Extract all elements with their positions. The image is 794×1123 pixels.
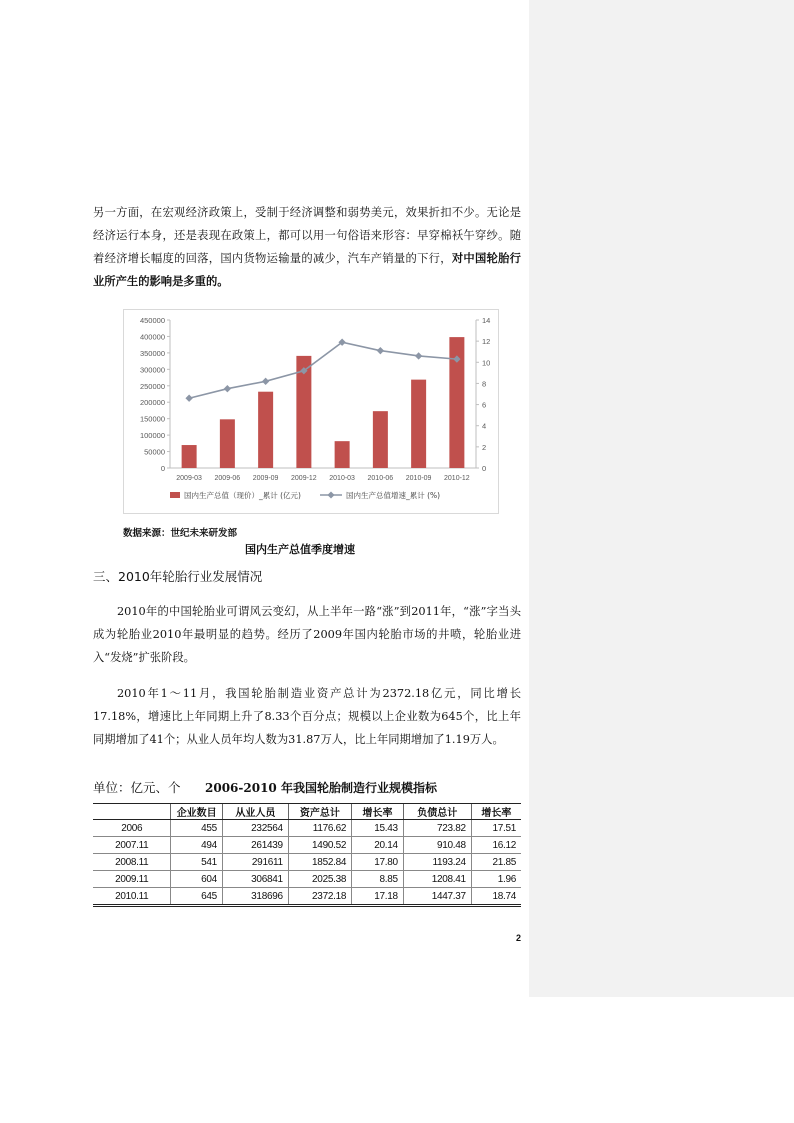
table-cell: 1176.62 bbox=[288, 820, 351, 837]
table-row bbox=[93, 820, 521, 837]
left-tick-label: 50000 bbox=[144, 447, 165, 457]
table-header-cell bbox=[93, 804, 171, 820]
x-tick-label: 2010-03 bbox=[329, 475, 355, 482]
page-number: 2 bbox=[516, 933, 522, 943]
x-tick-label: 2009-12 bbox=[291, 475, 317, 482]
table-cell: 645 bbox=[171, 888, 222, 906]
table-cell: 1852.84 bbox=[288, 854, 351, 871]
bar bbox=[335, 441, 350, 468]
gdp-chart bbox=[123, 309, 499, 514]
left-tick-label: 200000 bbox=[139, 398, 165, 408]
x-tick-label: 2010-12 bbox=[444, 475, 470, 482]
table-cell: 604 bbox=[171, 871, 222, 888]
bar bbox=[258, 392, 273, 468]
right-tick-label: 6 bbox=[482, 400, 487, 410]
line-point bbox=[415, 352, 422, 359]
table-cell: 8.85 bbox=[352, 871, 404, 888]
right-tick-label: 4 bbox=[482, 421, 487, 431]
table-header-cell: 增长率 bbox=[471, 804, 521, 820]
line-point bbox=[224, 385, 231, 392]
table-header-cell: 资产总计 bbox=[288, 804, 351, 820]
x-tick-label: 2010-06 bbox=[367, 475, 394, 482]
table-header-cell: 增长率 bbox=[352, 804, 404, 820]
left-tick-label: 300000 bbox=[139, 365, 165, 375]
table-cell: 17.51 bbox=[471, 820, 521, 837]
table-cell: 2009.11 bbox=[93, 871, 171, 888]
table-cell: 291611 bbox=[222, 854, 288, 871]
paragraph-industry-stats: 2010年1～11月，我国轮胎制造业资产总计为2372.18亿元，同比增长17.18%，增速比上年同期上升了8.33个百分点；规模以上企业数为645个，比上年同期增加了41个；从业人员年均人数为31.87万人，比上年同期增加了1.19万人。 bbox=[93, 687, 521, 746]
table-row bbox=[93, 854, 521, 871]
legend-line-label: 国内生产总值增速_累计 (%) bbox=[346, 491, 441, 500]
industry-scale-table bbox=[93, 803, 521, 907]
table-cell: 723.82 bbox=[403, 820, 471, 837]
left-tick-label: 100000 bbox=[139, 431, 165, 441]
right-tick-label: 2 bbox=[482, 442, 487, 452]
table-cell: 306841 bbox=[222, 871, 288, 888]
table-header-cell: 从业人员 bbox=[222, 804, 288, 820]
chart-source: 数据来源：世纪未来研发部 bbox=[123, 528, 238, 539]
table-cell: 16.12 bbox=[471, 837, 521, 854]
right-tick-label: 14 bbox=[482, 316, 491, 325]
table-row bbox=[93, 837, 521, 854]
table-cell: 20.14 bbox=[352, 837, 404, 854]
left-tick-label: 0 bbox=[160, 464, 165, 473]
table-cell: 1208.41 bbox=[403, 871, 471, 888]
chart-caption: 国内生产总值季度增速 bbox=[245, 543, 355, 556]
table-unit-label: 单位：亿元、个 bbox=[93, 780, 181, 795]
right-tick-label: 12 bbox=[482, 337, 491, 347]
table-header-cell: 企业数目 bbox=[171, 804, 222, 820]
x-tick-label: 2009-03 bbox=[176, 475, 202, 482]
table-cell: 15.43 bbox=[352, 820, 404, 837]
table-cell: 1.96 bbox=[471, 871, 521, 888]
right-tick-label: 8 bbox=[482, 379, 487, 389]
right-tick-label: 10 bbox=[482, 358, 491, 368]
line-point bbox=[185, 395, 192, 402]
table-header-row bbox=[93, 804, 521, 820]
table-cell: 910.48 bbox=[403, 837, 471, 854]
comment-pane bbox=[529, 0, 794, 997]
left-tick-label: 400000 bbox=[139, 332, 165, 342]
table-cell: 21.85 bbox=[471, 854, 521, 871]
bar bbox=[182, 445, 197, 468]
table-cell: 17.80 bbox=[352, 854, 404, 871]
x-tick-label: 2009-09 bbox=[252, 475, 279, 482]
table-cell: 494 bbox=[171, 837, 222, 854]
table-cell: 1447.37 bbox=[403, 888, 471, 906]
table-cell: 1490.52 bbox=[288, 837, 351, 854]
legend-bar-swatch bbox=[170, 492, 180, 498]
paragraph-macro-policy bbox=[93, 201, 521, 293]
left-tick-label: 250000 bbox=[139, 381, 165, 391]
table-cell: 2372.18 bbox=[288, 888, 351, 906]
x-tick-label: 2010-09 bbox=[405, 475, 432, 482]
table-cell: 2007.11 bbox=[93, 837, 171, 854]
table-row bbox=[93, 888, 521, 906]
table-cell: 261439 bbox=[222, 837, 288, 854]
line-point bbox=[262, 378, 269, 385]
paragraph-industry-trend: 2010年的中国轮胎业可谓风云变幻，从上半年一路“涨”到2011年，“涨”字当头成为轮胎业2010年最明显的趋势。经历了2009年国内轮胎市场的井喷，轮胎业进入“发烧”扩张阶段。 bbox=[93, 605, 521, 664]
left-tick-label: 450000 bbox=[139, 316, 165, 325]
table-cell: 2008.11 bbox=[93, 854, 171, 871]
line-point bbox=[377, 347, 384, 354]
gdp-chart-svg bbox=[124, 310, 498, 513]
table-cell: 541 bbox=[171, 854, 222, 871]
section-heading: 三、2010年轮胎行业发展情况 bbox=[93, 569, 263, 584]
table-cell: 1193.24 bbox=[403, 854, 471, 871]
x-tick-label: 2009-06 bbox=[214, 475, 241, 482]
table-cell: 2025.38 bbox=[288, 871, 351, 888]
left-tick-label: 150000 bbox=[139, 414, 165, 424]
paragraph-bold-text: 对中国轮胎行业所产生的影响是多重的。 bbox=[93, 251, 521, 288]
table-cell: 18.74 bbox=[471, 888, 521, 906]
bar bbox=[220, 419, 235, 468]
table-cell: 455 bbox=[171, 820, 222, 837]
bar bbox=[373, 411, 388, 468]
paragraph-text: 另一方面，在宏观经济政策上，受制于经济调整和弱势美元，效果折扣不少。无论是经济运行本身，还是表现在政策上，都可以用一句俗语来形容：早穿棉袄午穿纱。随着经济增长幅度的回落，国内货物运输量的减少，汽车产销量的下行， bbox=[93, 206, 521, 265]
table-header-cell: 负债总计 bbox=[403, 804, 471, 820]
table-cell: 2006 bbox=[93, 820, 171, 837]
table-cell: 17.18 bbox=[352, 888, 404, 906]
legend-bar-label: 国内生产总值（现价）_累计 (亿元) bbox=[184, 491, 301, 500]
table-cell: 2010.11 bbox=[93, 888, 171, 906]
legend-line-marker bbox=[327, 491, 334, 498]
table-cell: 232564 bbox=[222, 820, 288, 837]
left-tick-label: 350000 bbox=[139, 348, 165, 358]
table-cell: 318696 bbox=[222, 888, 288, 906]
bar bbox=[411, 380, 426, 468]
table-title: 2006-2010 年我国轮胎制造行业规模指标 bbox=[205, 781, 437, 795]
table-row bbox=[93, 871, 521, 888]
right-tick-label: 0 bbox=[482, 464, 487, 473]
